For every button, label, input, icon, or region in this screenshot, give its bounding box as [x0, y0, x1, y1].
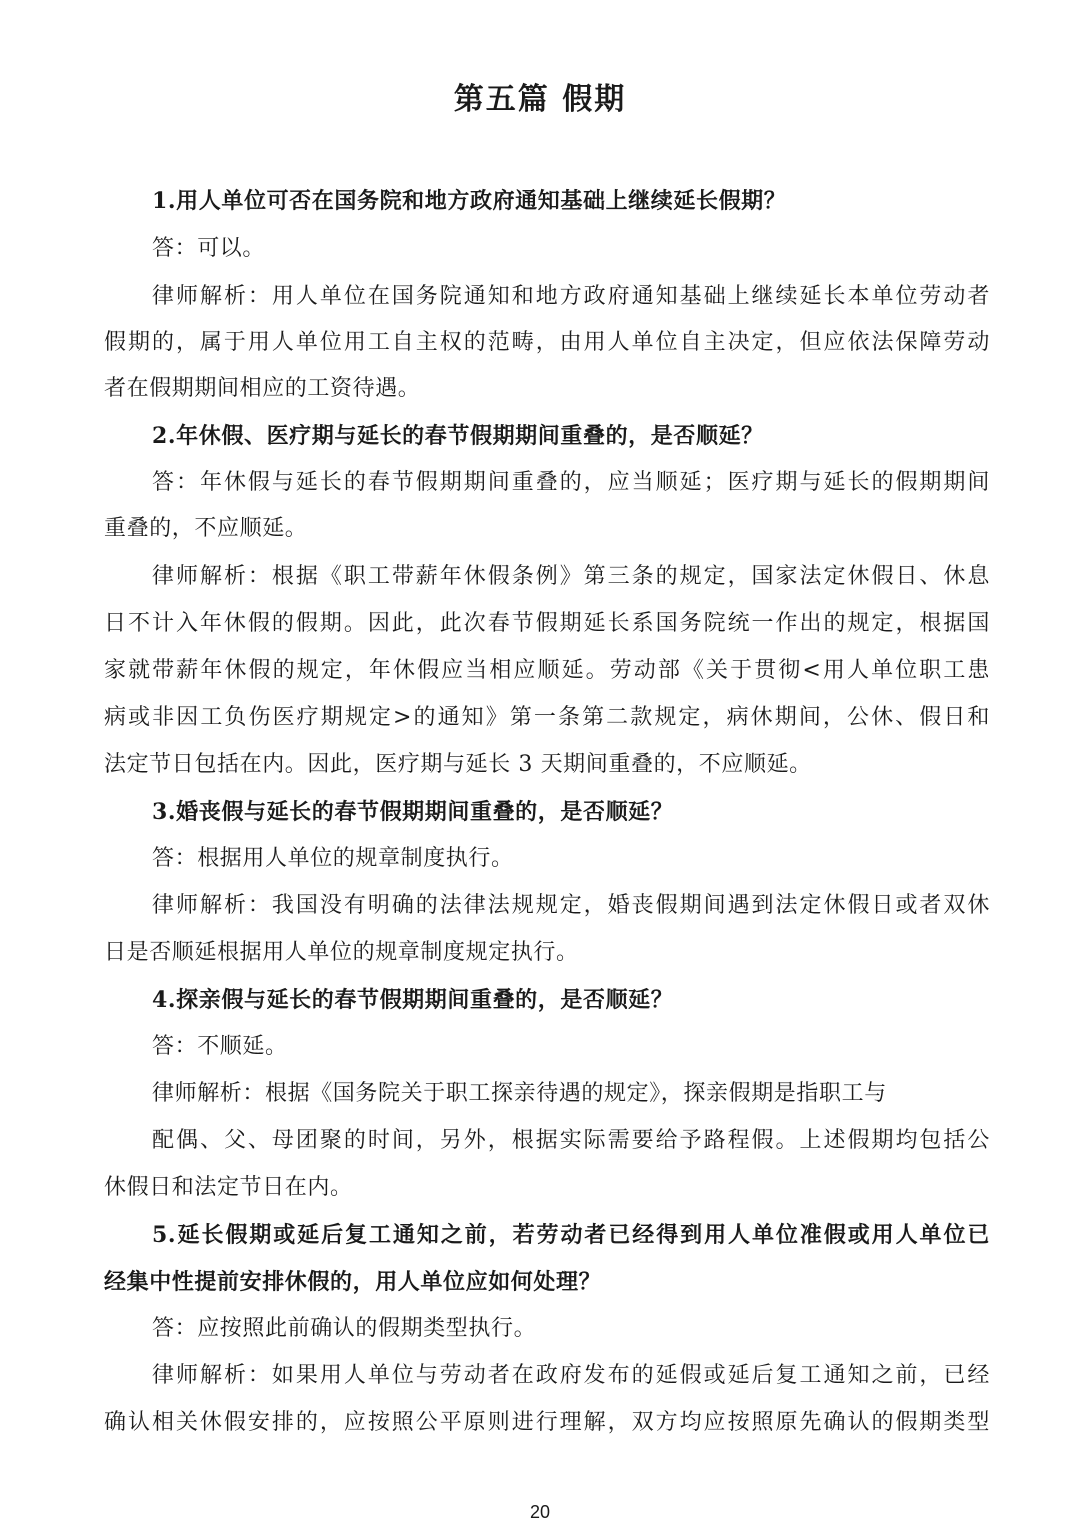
analysis-line: 日不计入年休假的假期。因此，此次春节假期延长系国务院统一作出的规定，根据国 [104, 611, 990, 636]
analysis-line: 休假日和法定节日在内。 [104, 1175, 353, 1200]
analysis-line: 律师解析：如果用人单位与劳动者在政府发布的延假或延后复工通知之前，已经 [152, 1363, 990, 1388]
answer-5: 答：应按照此前确认的假期类型执行。 [152, 1316, 537, 1341]
answer-4: 答：不顺延。 [152, 1034, 288, 1059]
answer-3: 答：根据用人单位的规章制度执行。 [152, 846, 514, 871]
answer-line: 答：年休假与延长的春节假期期间重叠的，应当顺延；医疗期与延长的假期期间 [152, 470, 990, 495]
question-5-cont: 经集中性提前安排休假的，用人单位应如何处理？ [104, 1269, 602, 1295]
analysis-line: 者在假期期间相应的工资待遇。 [104, 376, 421, 401]
analysis-line: 律师解析：根据《国务院关于职工探亲待遇的规定》，探亲假期是指职工与 [152, 1081, 887, 1106]
analysis-line: 确认相关休假安排的，应按照公平原则进行理解，双方均应按照原先确认的假期类型 [104, 1410, 990, 1435]
chapter-title: 第五篇 假期 [453, 82, 627, 117]
analysis-line: 律师解析：根据《职工带薪年休假条例》第三条的规定，国家法定休假日、休息 [152, 564, 990, 589]
analysis-line: 法定节日包括在内。因此，医疗期与延长 3 天期间重叠的，不应顺延。 [104, 752, 812, 777]
question-3: 3.婚丧假与延长的春节假期期间重叠的，是否顺延？ [152, 799, 674, 825]
answer-1: 答：可以。 [152, 236, 266, 261]
question-2: 2.年休假、医疗期与延长的春节假期期间重叠的，是否顺延？ [152, 423, 764, 449]
analysis-line: 律师解析：用人单位在国务院通知和地方政府通知基础上继续延长本单位劳动者 [152, 284, 990, 309]
answer-line: 重叠的，不应顺延。 [104, 516, 308, 541]
analysis-line: 病或非因工负伤医疗期规定>的通知》第一条第二款规定，病休期间，公休、假日和 [104, 705, 990, 730]
page-number: 20 [529, 1502, 551, 1522]
analysis-line: 日是否顺延根据用人单位的规章制度规定执行。 [104, 940, 579, 965]
question-1: 1.用人单位可否在国务院和地方政府通知基础上继续延长假期？ [152, 188, 787, 214]
analysis-line: 配偶、父、母团聚的时间，另外，根据实际需要给予路程假。上述假期均包括公 [152, 1128, 990, 1153]
question-5: 5.延长假期或延后复工通知之前，若劳动者已经得到用人单位准假或用人单位已 [152, 1222, 990, 1248]
analysis-line: 律师解析：我国没有明确的法律法规规定，婚丧假期间遇到法定休假日或者双休 [152, 893, 990, 918]
question-4: 4.探亲假与延长的春节假期期间重叠的，是否顺延？ [152, 987, 674, 1013]
analysis-line: 家就带薪年休假的规定，年休假应当相应顺延。劳动部《关于贯彻<用人单位职工患 [104, 658, 990, 683]
analysis-line: 假期的，属于用人单位用工自主权的范畴，由用人单位自主决定，但应依法保障劳动 [104, 330, 990, 355]
